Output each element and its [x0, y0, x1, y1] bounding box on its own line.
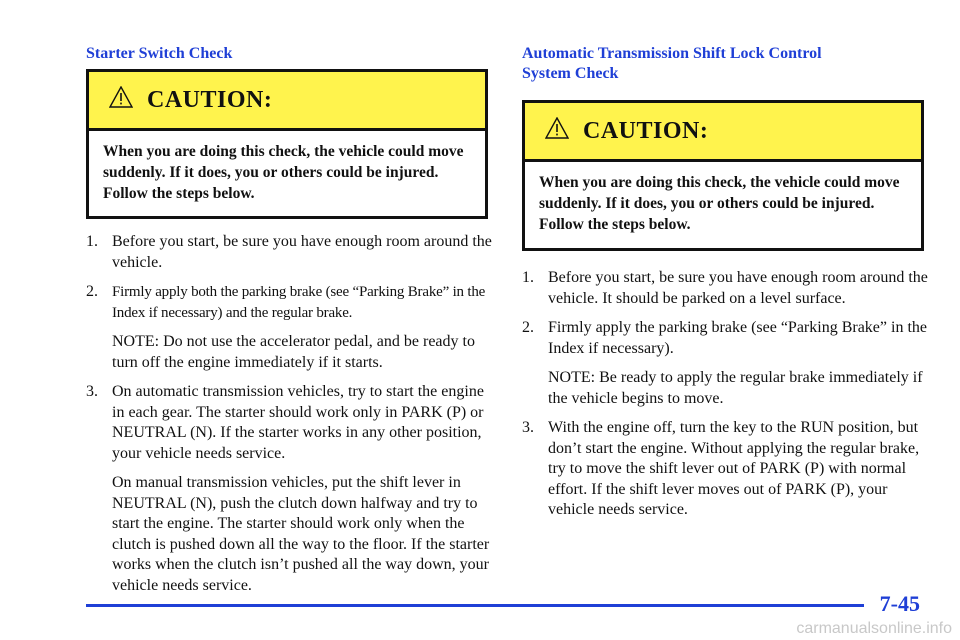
list-item: [86, 232, 494, 273]
step-text: Before you start, be sure you have enough room around the vehicle.: [112, 233, 492, 271]
step-text: With the engine off, turn the key to the RUN position, but don’t start the engine. Without applying the regular brake, try to move the shift lever out of PARK (P) with normal effort. If the shift lever moves out of PARK (P), your vehicle needs service.: [548, 419, 920, 518]
section-heading: [522, 44, 932, 84]
step-list: [86, 232, 494, 605]
step-text: On automatic transmission vehicles, try to start the engine in each gear. The starter should work only in PARK (P) or NEUTRAL (N). If the starter works in any other position, your vehicle needs service.: [112, 383, 484, 462]
caution-header: [525, 103, 921, 162]
step-text: Firmly apply both the parking brake (see “Parking Brake” in the Index if necessary) and the regular brake.: [112, 284, 486, 321]
step-list: [522, 268, 932, 530]
list-item: [86, 382, 494, 596]
caution-box: [522, 100, 924, 251]
step-text: Firmly apply the parking brake (see “Parking Brake” in the Index if necessary).: [548, 319, 927, 357]
heading-line: System Check: [522, 65, 619, 82]
step-number: 1.: [86, 233, 98, 250]
step-number: 3.: [86, 383, 98, 400]
warning-triangle-icon: [109, 86, 133, 108]
caution-title: CAUTION:: [583, 118, 709, 144]
caution-box: [86, 69, 488, 219]
step-number: 1.: [522, 269, 534, 286]
heading-line: Automatic Transmission Shift Lock Control: [522, 45, 822, 62]
step-note: NOTE: Do not use the accelerator pedal, and be ready to turn off the engine immediately if it starts.: [112, 333, 475, 371]
caution-text: When you are doing this check, the vehicle could move suddenly. If it does, you or others could be injured. Follow the steps below.: [103, 143, 464, 202]
step-number: 2.: [522, 319, 534, 336]
caution-text: When you are doing this check, the vehicle could move suddenly. If it does, you or others could be injured. Follow the steps below.: [539, 174, 900, 233]
caution-title: CAUTION:: [147, 87, 273, 113]
caution-header: [89, 72, 485, 131]
page-number: 7-45: [879, 591, 920, 616]
watermark: carmanualsonline.info: [796, 620, 952, 637]
step-note: On manual transmission vehicles, put the shift lever in NEUTRAL (N), push the clutch down halfway and try to start the engine. The starter should work only when the clutch is pushed down all the way to the floor. If the starter works when the clutch isn’t pushed all the way down, your vehicle needs service.: [112, 474, 490, 594]
step-text: Before you start, be sure you have enough room around the vehicle. It should be parked on a level surface.: [548, 269, 928, 307]
list-item: [522, 418, 932, 521]
step-number: 2.: [86, 283, 98, 300]
step-note: NOTE: Be ready to apply the regular brake immediately if the vehicle begins to move.: [548, 369, 923, 407]
footer-rule: [86, 604, 864, 607]
list-item: [522, 318, 932, 409]
step-number: 3.: [522, 419, 534, 436]
section-heading: Starter Switch Check: [86, 45, 233, 62]
list-item: [522, 268, 932, 309]
list-item: [86, 282, 494, 373]
warning-triangle-icon: [545, 117, 569, 139]
